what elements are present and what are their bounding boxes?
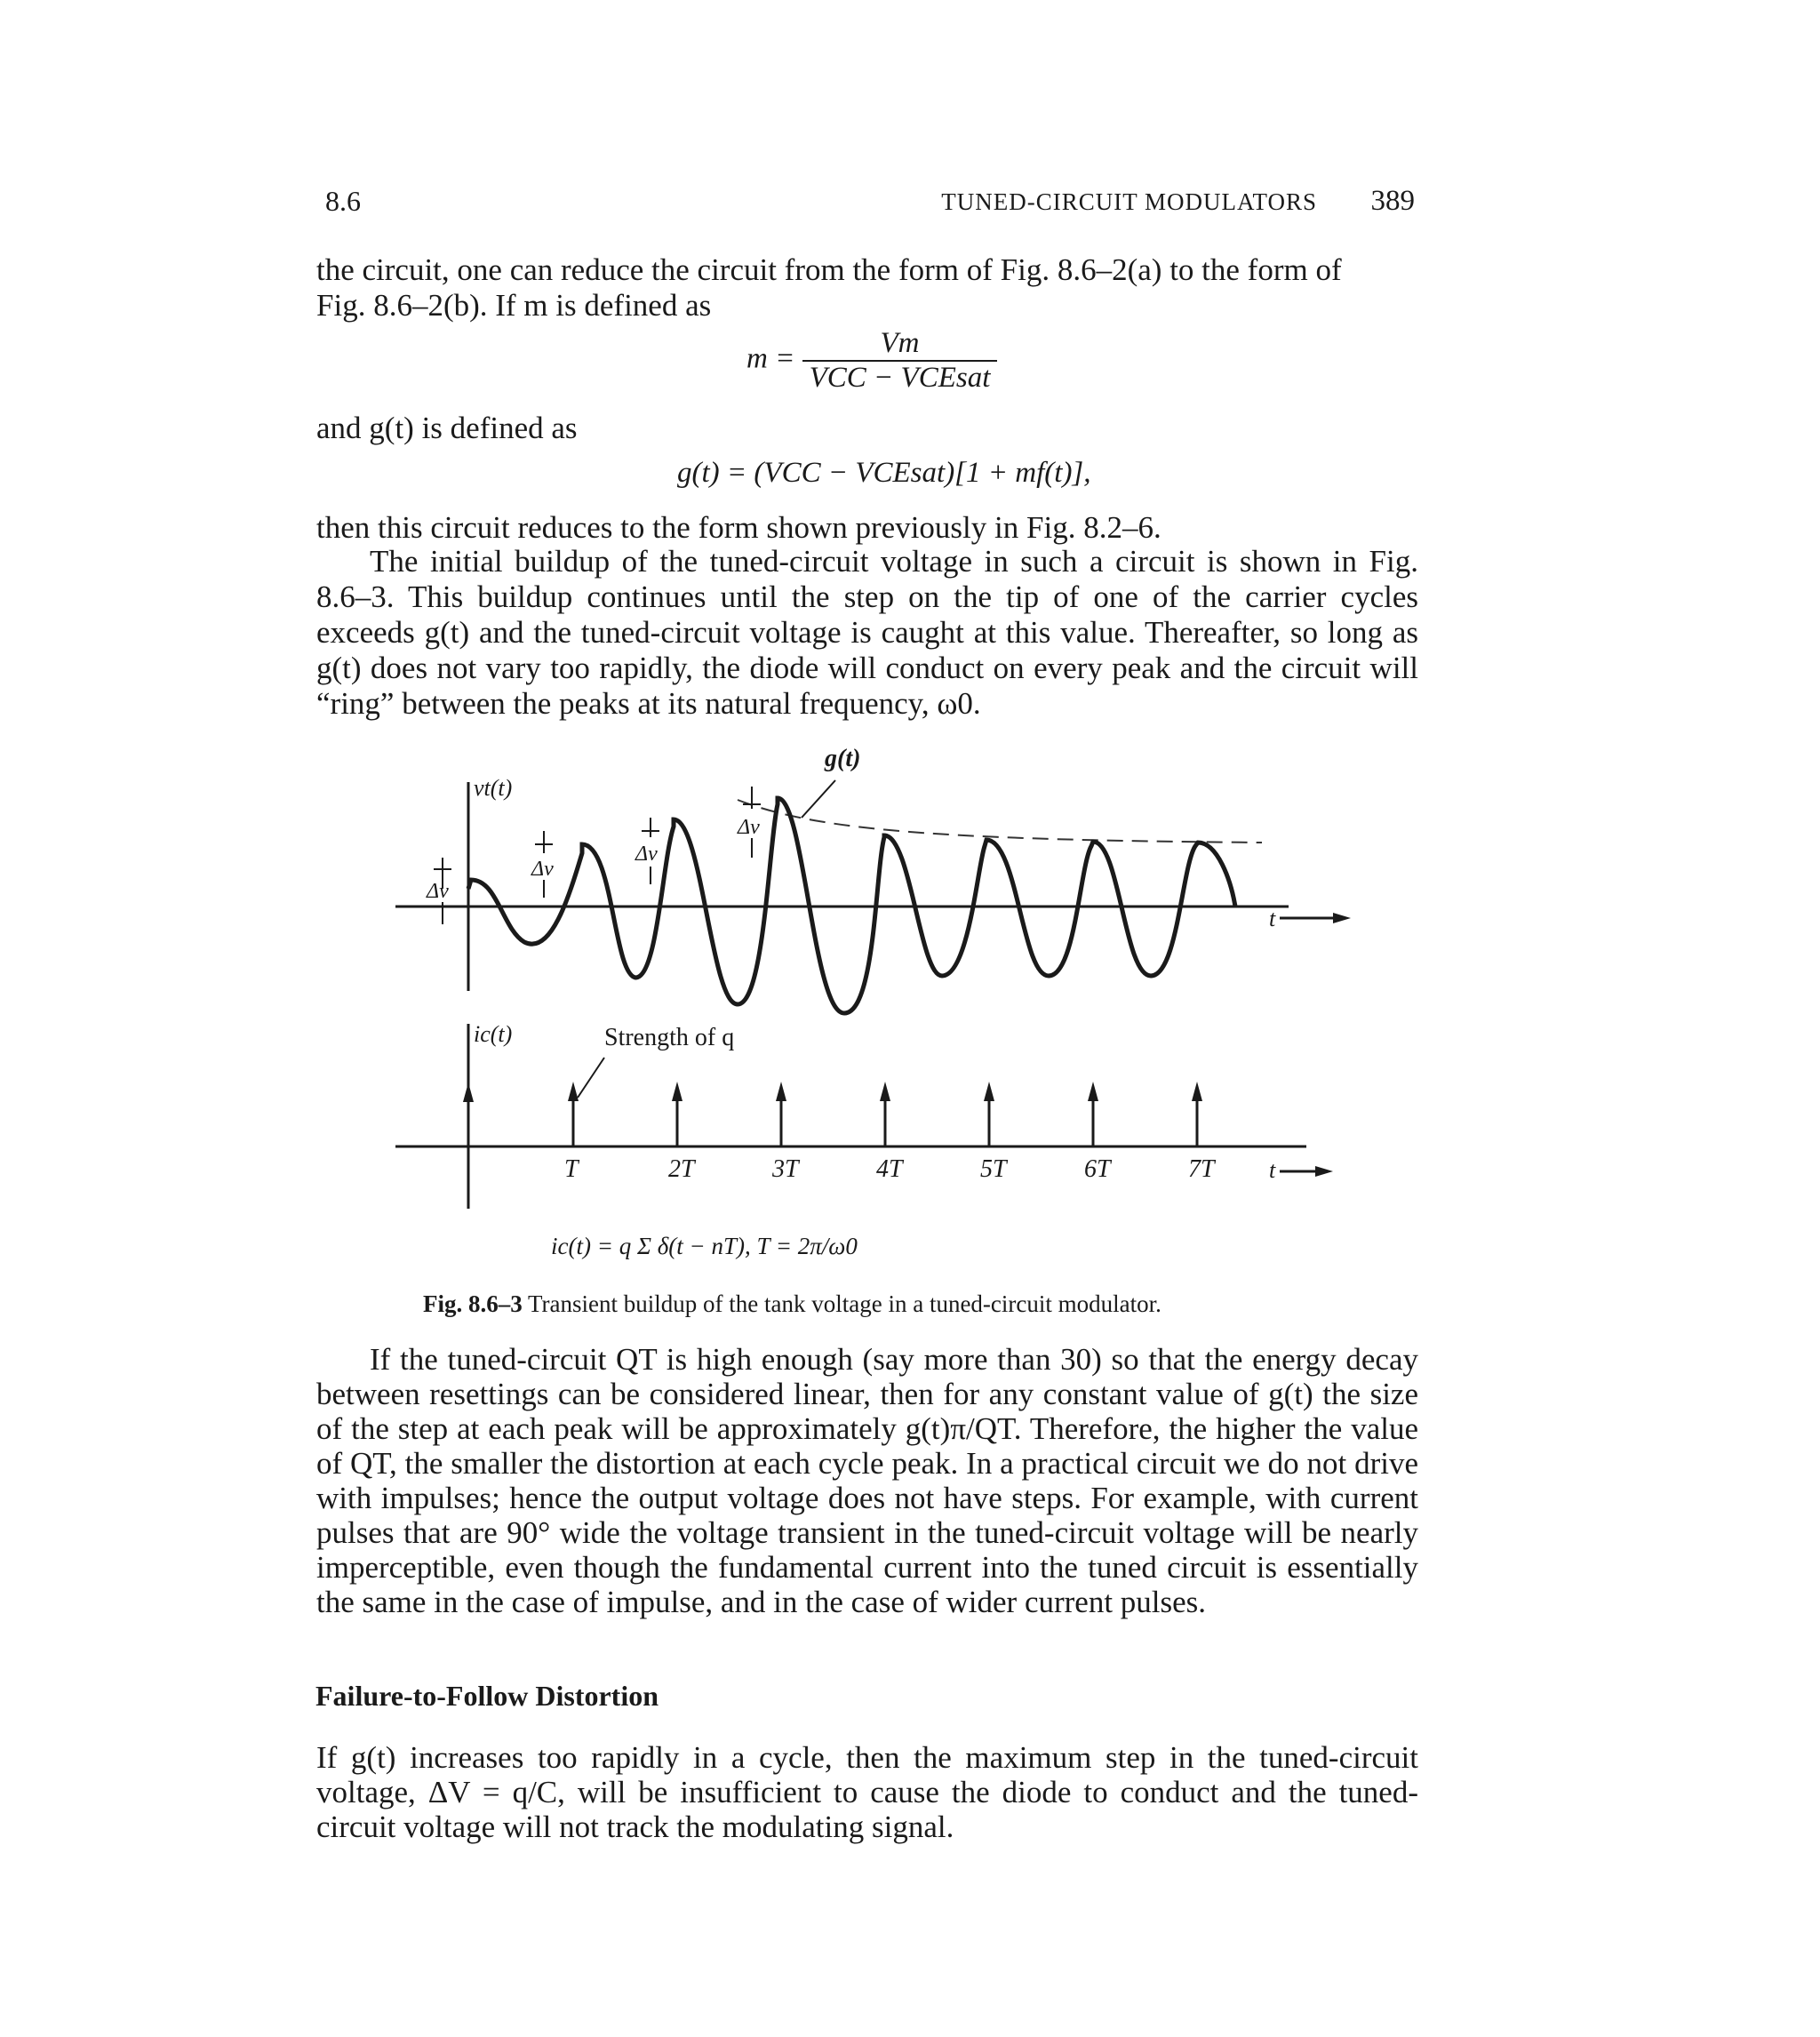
impulse-arrowhead: [776, 1082, 786, 1101]
impulse-arrowhead: [984, 1082, 994, 1101]
fraction-denominator: VCC − VCEsat: [802, 360, 998, 395]
impulse-tick-label: 5T: [980, 1155, 1007, 1183]
figure-caption: [423, 1290, 1161, 1318]
impulse-arrowhead: [880, 1082, 890, 1101]
delta-v-marker: [737, 787, 761, 858]
text-block: The initial buildup of the tuned-circuit voltage in such a circuit is shown in Fig. 8.6–3. This buildup continues until the step on the tip of one of the carrier cycles exceeds g(t) and the tuned-circuit voltage is caught at this value. Thereafter, so long as g(t) does not vary too rapidly, the diode will conduct on every peak and the circuit will “ring” between the peaks at its natural frequency, ω0.: [316, 544, 1418, 721]
impulse-tick-label: 7T: [1188, 1155, 1215, 1183]
impulse-tick-label: 3T: [772, 1155, 799, 1183]
equation-g: g(t) = (VCC − VCEsat)[1 + mf(t)],: [677, 457, 1091, 489]
t-axis-label: t: [1269, 906, 1276, 931]
impulse-tick-label: 2T: [668, 1155, 695, 1183]
impulse-tick-label: 4T: [876, 1155, 903, 1183]
g-envelope: [738, 800, 1262, 843]
text-block: If g(t) increases too rapidly in a cycle, then the maximum step in the tuned-circuit voltage, ΔV = q/C, will be insufficient to cause the diode to conduct and the tuned-circuit voltage will not track the modulating signal.: [316, 1740, 1418, 1844]
delta-v-marker: [531, 831, 554, 898]
delta-v-label: Δv: [635, 843, 658, 866]
impulse-train: [463, 1082, 1217, 1183]
t-arrowhead: [1333, 913, 1351, 923]
text-line: and g(t) is defined as: [316, 411, 578, 445]
delta-v-label: Δv: [427, 880, 449, 903]
section-number: 8.6: [325, 185, 361, 217]
t-axis-label: t: [1269, 1157, 1276, 1183]
paragraph-qt: [316, 1342, 1418, 1619]
fraction-numerator: Vm: [880, 327, 920, 359]
ic-label: ic(t): [474, 1021, 513, 1047]
impulse-arrowhead: [1088, 1082, 1098, 1101]
section-heading: Failure-to-Follow Distortion: [315, 1680, 659, 1712]
equation-m-lhs: m =: [746, 342, 795, 375]
delta-v-marker: [426, 858, 451, 924]
g-leader: [802, 780, 835, 818]
impulse-arrowhead: [1192, 1082, 1202, 1101]
delta-v-marker: [635, 818, 659, 884]
impulse-arrowhead: [672, 1082, 682, 1101]
delta-v-label: Δv: [738, 816, 760, 839]
strength-label: Strength of q: [604, 1024, 735, 1051]
text-line: then this circuit reduces to the form shown previously in Fig. 8.2–6.: [316, 510, 1161, 545]
figure-formula: ic(t) = q Σ δ(t − nT), T = 2π/ω0: [551, 1233, 858, 1259]
caption-text: Transient buildup of the tank voltage in a tuned-circuit modulator.: [528, 1290, 1161, 1317]
delta-v-label: Δv: [531, 858, 554, 881]
paragraph-failure: [316, 1740, 1418, 1844]
voltage-plot: [395, 745, 1351, 1013]
page-number: 389: [1370, 185, 1415, 217]
impulse-arrowhead: [568, 1082, 579, 1101]
strength-leader: [578, 1058, 604, 1098]
impulse-tick-label: T: [564, 1155, 579, 1183]
vt-label: vt(t): [474, 775, 513, 801]
text-block: If the tuned-circuit QT is high enough (say more than 30) so that the energy decay between resettings can be considered linear, then for any constant value of g(t) the size of the step at each peak will be approximately g(t)π/QT. Therefore, the higher the value of QT, the smaller the distortion at each cycle peak. In a practical circuit we do not drive with impulses; hence the output voltage does not have steps. For example, with current pulses that are 90° wide the voltage transient in the tuned-circuit voltage will be nearly imperceptible, even though the fundamental current into the tuned circuit is essentially the same in the case of impulse, and in the case of wider current pulses.: [316, 1342, 1418, 1619]
text-line: the circuit, one can reduce the circuit from the form of Fig. 8.6–2(a) to the form of: [316, 252, 1342, 287]
impulse-tick-label: 6T: [1084, 1155, 1111, 1183]
text-line: Fig. 8.6–2(b). If m is defined as: [316, 288, 712, 323]
impulse-origin-arrowhead: [463, 1082, 474, 1102]
caption-label: Fig. 8.6–3: [423, 1290, 523, 1317]
g-label: g(t): [825, 745, 861, 772]
running-title: TUNED-CIRCUIT MODULATORS: [941, 188, 1317, 215]
t-arrowhead: [1315, 1166, 1333, 1177]
current-plot: [395, 1021, 1333, 1209]
